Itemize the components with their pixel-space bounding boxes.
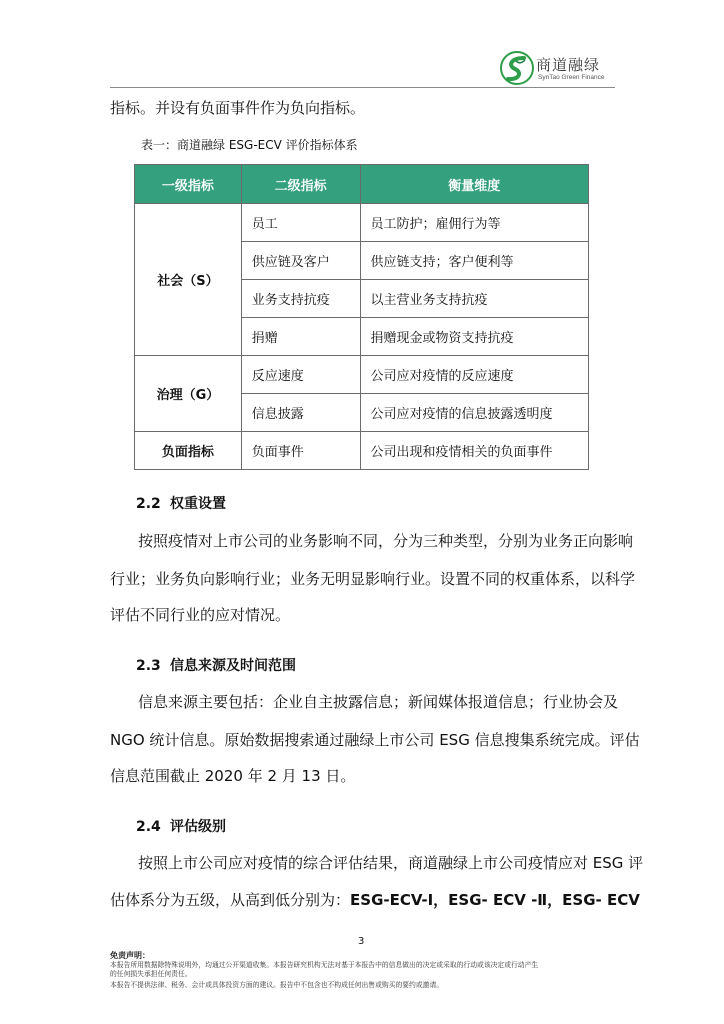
paragraph-line: 评估不同行业的应对情况。 (110, 606, 291, 624)
level2-cell: 业务支持抗疫 (241, 280, 360, 318)
level2-cell: 负面事件 (241, 432, 360, 470)
header-level2: 二级指标 (241, 165, 360, 204)
disclaimer-line: 本报告所用数据除特殊说明外，均通过公开渠道收集。本报告研究机构无法对基于本报告中的信息做出的决定或采取的行动或该决定或行动产生 (110, 961, 539, 969)
table-row (135, 432, 589, 470)
table-header-row (135, 165, 589, 204)
company-logo (500, 50, 620, 88)
level2-cell: 捐赠 (241, 318, 360, 356)
paragraph-line: 信息范围截止 2020 年 2 月 13 日。 (110, 767, 356, 785)
paragraph-line: 按照上市公司应对疫情的综合评估结果，商道融绿上市公司疫情应对 ESG 评 (138, 854, 644, 872)
logo-chinese-name: 商道融绿 (536, 56, 601, 74)
level2-cell: 反应速度 (241, 356, 360, 394)
measure-cell: 员工防护；雇佣行为等 (360, 204, 588, 242)
table-caption: 表一：商道融绿 ESG-ECV 评价指标体系 (141, 138, 358, 152)
header-level1: 一级指标 (135, 165, 242, 204)
level1-social: 社会（S） (135, 204, 242, 356)
disclaimer-line: 的任何损失承担任何责任。 (110, 970, 192, 978)
level1-negative: 负面指标 (135, 432, 242, 470)
section-number: 2.3 (136, 658, 161, 674)
paragraph-line: 按照疫情对上市公司的业务影响不同，分为三种类型，分别为业务正向影响 (138, 532, 634, 550)
rating-levels: ESG-ECV-Ⅰ，ESG- ECV -Ⅱ，ESG- ECV (350, 891, 640, 909)
paragraph-line: NGO 统计信息。原始数据搜索通过融绿上市公司 ESG 信息搜集系统完成。评估 (110, 731, 640, 749)
section-title: 信息来源及时间范围 (170, 658, 296, 674)
intro-line: 指标。并设有负面事件作为负向指标。 (110, 99, 366, 117)
measure-cell: 公司应对疫情的信息披露透明度 (360, 394, 588, 432)
section-number: 2.2 (136, 496, 161, 512)
section-heading-2-4 (136, 816, 226, 836)
header-measure: 衡量维度 (360, 165, 588, 204)
paragraph-text: 估体系分为五级，从高到低分别为： (110, 891, 351, 909)
section-title: 权重设置 (170, 496, 226, 512)
table-row (135, 356, 589, 394)
section-number: 2.4 (136, 819, 161, 835)
table-row (135, 204, 589, 242)
disclaimer-line: 本报告不提供法律、税务、会计或具体投资方面的建议。报告中不包含也不构成任何出售或购买的要约或邀请。 (110, 981, 444, 989)
logo-english-name: SynTao Green Finance (538, 74, 605, 81)
measure-cell: 捐赠现金或物资支持抗疫 (360, 318, 588, 356)
indicator-table (134, 164, 589, 470)
syntao-leaf-icon (500, 50, 534, 86)
section-title: 评估级别 (170, 819, 226, 835)
level2-cell: 供应链及客户 (241, 242, 360, 280)
paragraph-line: 行业；业务负向影响行业；业务无明显影响行业。设置不同的权重体系，以科学 (110, 570, 636, 588)
page-number: 3 (358, 936, 365, 947)
paragraph-line (110, 890, 640, 910)
measure-cell: 公司出现和疫情相关的负面事件 (360, 432, 588, 470)
section-heading-2-2 (136, 493, 226, 513)
level2-cell: 员工 (241, 204, 360, 242)
disclaimer-title: 免责声明： (110, 951, 150, 960)
paragraph-line: 信息来源主要包括：企业自主披露信息；新闻媒体报道信息；行业协会及 (138, 693, 619, 711)
level2-cell: 信息披露 (241, 394, 360, 432)
measure-cell: 供应链支持；客户便利等 (360, 242, 588, 280)
header-divider (110, 87, 615, 88)
section-heading-2-3 (136, 655, 296, 675)
measure-cell: 以主营业务支持抗疫 (360, 280, 588, 318)
measure-cell: 公司应对疫情的反应速度 (360, 356, 588, 394)
level1-governance: 治理（G） (135, 356, 242, 432)
